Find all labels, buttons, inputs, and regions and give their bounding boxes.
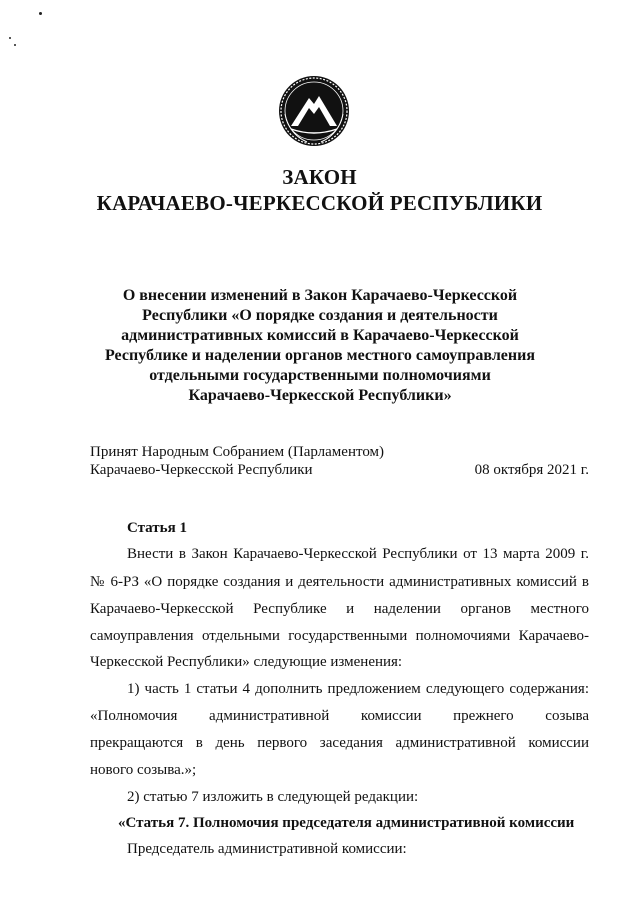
republic-emblem-icon [277,74,351,148]
adoption-line: Карачаево-Черкесской Республики [90,462,313,478]
subject-line: О внесении изменений в Закон Карачаево-Черкесской [122,287,518,304]
article-text-line: № 6-РЗ «О порядке создания и деятельности административных комиссий в [90,574,589,590]
article-text-line: прекращаются в день первого заседания административной комиссии [90,735,589,751]
article-text-line: нового созыва.»; [90,762,197,778]
scan-speck [14,44,16,46]
subject-line: Республики «О порядке создания и деятельности [142,307,498,324]
article-text-line: Карачаево-Черкесской Республике и наделении органов местного [90,601,589,617]
article-text-line: Внести в Закон Карачаево-Черкесской Республики от 13 марта 2009 г. [127,546,589,562]
law-subject [90,286,550,406]
republic-title: КАРАЧАЕВО-ЧЕРКЕССКОЙ РЕСПУБЛИКИ [96,191,543,215]
subject-line: отдельными государственными полномочиями [149,367,491,384]
article-heading: Статья 1 [127,520,187,536]
scan-speck [9,37,11,39]
quoted-article-heading: «Статья 7. Полномочия председателя административной комиссии [118,815,575,831]
scan-speck [39,12,42,15]
law-title: ЗАКОН [282,165,357,189]
adoption-date: 08 октября 2021 г. [474,462,589,478]
subject-line: Карачаево-Черкесской Республики» [188,387,452,404]
subject-line: Республике и наделении органов местного самоуправления [104,347,535,364]
article-text-line: 1) часть 1 статьи 4 дополнить предложением следующего содержания: [127,681,589,697]
subject-line: административных комиссий в Карачаево-Черкесской [121,327,519,344]
article-text-line: самоуправления отдельными государственными полномочиями Карачаево- [90,628,589,644]
article-text-line: 2) статью 7 изложить в следующей редакции: [127,789,419,805]
article-text-line: Председатель административной комиссии: [127,841,407,857]
article-text-line: Черкесской Республики» следующие изменения: [90,654,403,670]
adoption-line: Принят Народным Собранием (Парламентом) [90,444,385,460]
article-text-line: «Полномочия административной комиссии прежнего созыва [90,708,589,724]
